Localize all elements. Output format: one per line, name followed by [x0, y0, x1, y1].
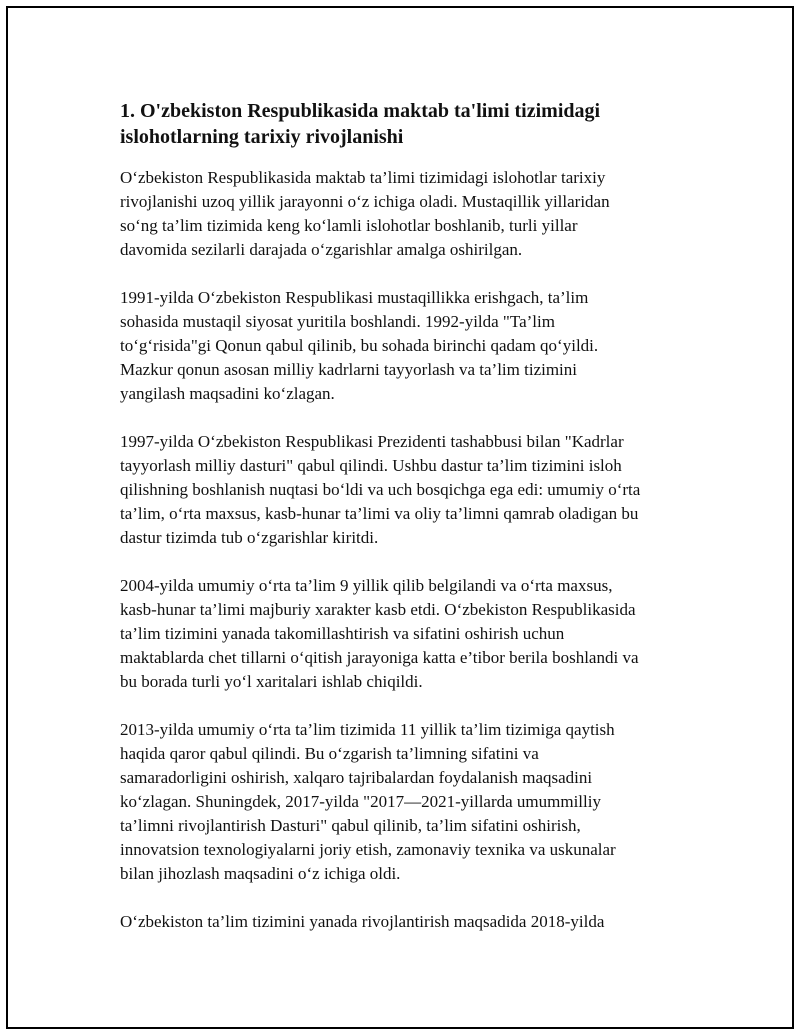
text-line: davomida sezilarli darajada o‘zgarishlar amalga oshirilgan.	[120, 240, 523, 259]
heading-line: islohotlarning tarixiy rivojlanishi	[120, 126, 404, 148]
text-line: ta’lim tizimini yanada takomillashtirish va sifatini oshirish uchun	[120, 624, 565, 643]
text-line: samaradorligini oshirish, xalqaro tajribalardan foydalanish maqsadini	[120, 768, 593, 787]
text-line: yangilash maqsadini ko‘zlagan.	[120, 384, 335, 403]
section-heading	[120, 98, 700, 150]
text-line: ta’limni rivojlantirish Dasturi" qabul qilinib, ta’lim sifatini oshirish,	[120, 816, 581, 835]
text-line: to‘g‘risida"gi Qonun qabul qilinib, bu sohada birinchi qadam qo‘yildi.	[120, 336, 599, 355]
text-line: maktablarda chet tillarni o‘qitish jarayoniga katta e’tibor berila boshlandi va	[120, 648, 639, 667]
text-line: ta’lim, o‘rta maxsus, kasb-hunar ta’limi va oliy ta’limni qamrab oladigan bu	[120, 504, 639, 523]
text-line: 1997-yilda O‘zbekiston Respublikasi Prezidenti tashabbusi bilan "Kadrlar	[120, 432, 624, 451]
text-line: bilan jihozlash maqsadini o‘z ichiga oldi.	[120, 864, 401, 883]
text-line: ko‘zlagan. Shuningdek, 2017-yilda "2017—2021-yillarda umummilliy	[120, 792, 601, 811]
paragraph-2013	[120, 718, 700, 886]
document-page	[6, 6, 794, 1029]
document-body	[120, 98, 700, 958]
text-line: innovatsion texnologiyalarni joriy etish, zamonaviy texnika va uskunalar	[120, 840, 616, 859]
paragraph-intro	[120, 166, 700, 262]
text-line: qilishning boshlanish nuqtasi bo‘ldi va uch bosqichga ega edi: umumiy o‘rta	[120, 480, 641, 499]
text-line: O‘zbekiston ta’lim tizimini yanada rivojlantirish maqsadida 2018-yilda	[120, 912, 605, 931]
text-line: O‘zbekiston Respublikasida maktab ta’limi tizimidagi islohotlar tarixiy	[120, 168, 606, 187]
text-line: rivojlanishi uzoq yillik jarayonni o‘z ichiga oladi. Mustaqillik yillaridan	[120, 192, 610, 211]
text-line: bu borada turli yo‘l xaritalari ishlab chiqildi.	[120, 672, 423, 691]
paragraph-1997	[120, 430, 700, 550]
text-line: so‘ng ta’lim tizimida keng ko‘lamli islohotlar boshlanib, turli yillar	[120, 216, 578, 235]
text-line: sohasida mustaqil siyosat yuritila boshlandi. 1992-yilda "Ta’lim	[120, 312, 555, 331]
text-line: tayyorlash milliy dasturi" qabul qilindi. Ushbu dastur ta’lim tizimini isloh	[120, 456, 622, 475]
text-line: 1991-yilda O‘zbekiston Respublikasi mustaqillikka erishgach, ta’lim	[120, 288, 589, 307]
text-line: dastur tizimda tub o‘zgarishlar kiritdi.	[120, 528, 379, 547]
paragraph-2018	[120, 910, 700, 934]
text-line: 2004-yilda umumiy o‘rta ta’lim 9 yillik qilib belgilandi va o‘rta maxsus,	[120, 576, 613, 595]
heading-line: 1. O'zbekiston Respublikasida maktab ta'limi tizimidagi	[120, 100, 601, 122]
text-line: haqida qaror qabul qilindi. Bu o‘zgarish ta’limning sifatini va	[120, 744, 539, 763]
paragraph-2004	[120, 574, 700, 694]
text-line: kasb-hunar ta’limi majburiy xarakter kasb etdi. O‘zbekiston Respublikasida	[120, 600, 636, 619]
text-line: 2013-yilda umumiy o‘rta ta’lim tizimida 11 yillik ta’lim tizimiga qaytish	[120, 720, 615, 739]
paragraph-1991	[120, 286, 700, 406]
text-line: Mazkur qonun asosan milliy kadrlarni tayyorlash va ta’lim tizimini	[120, 360, 578, 379]
